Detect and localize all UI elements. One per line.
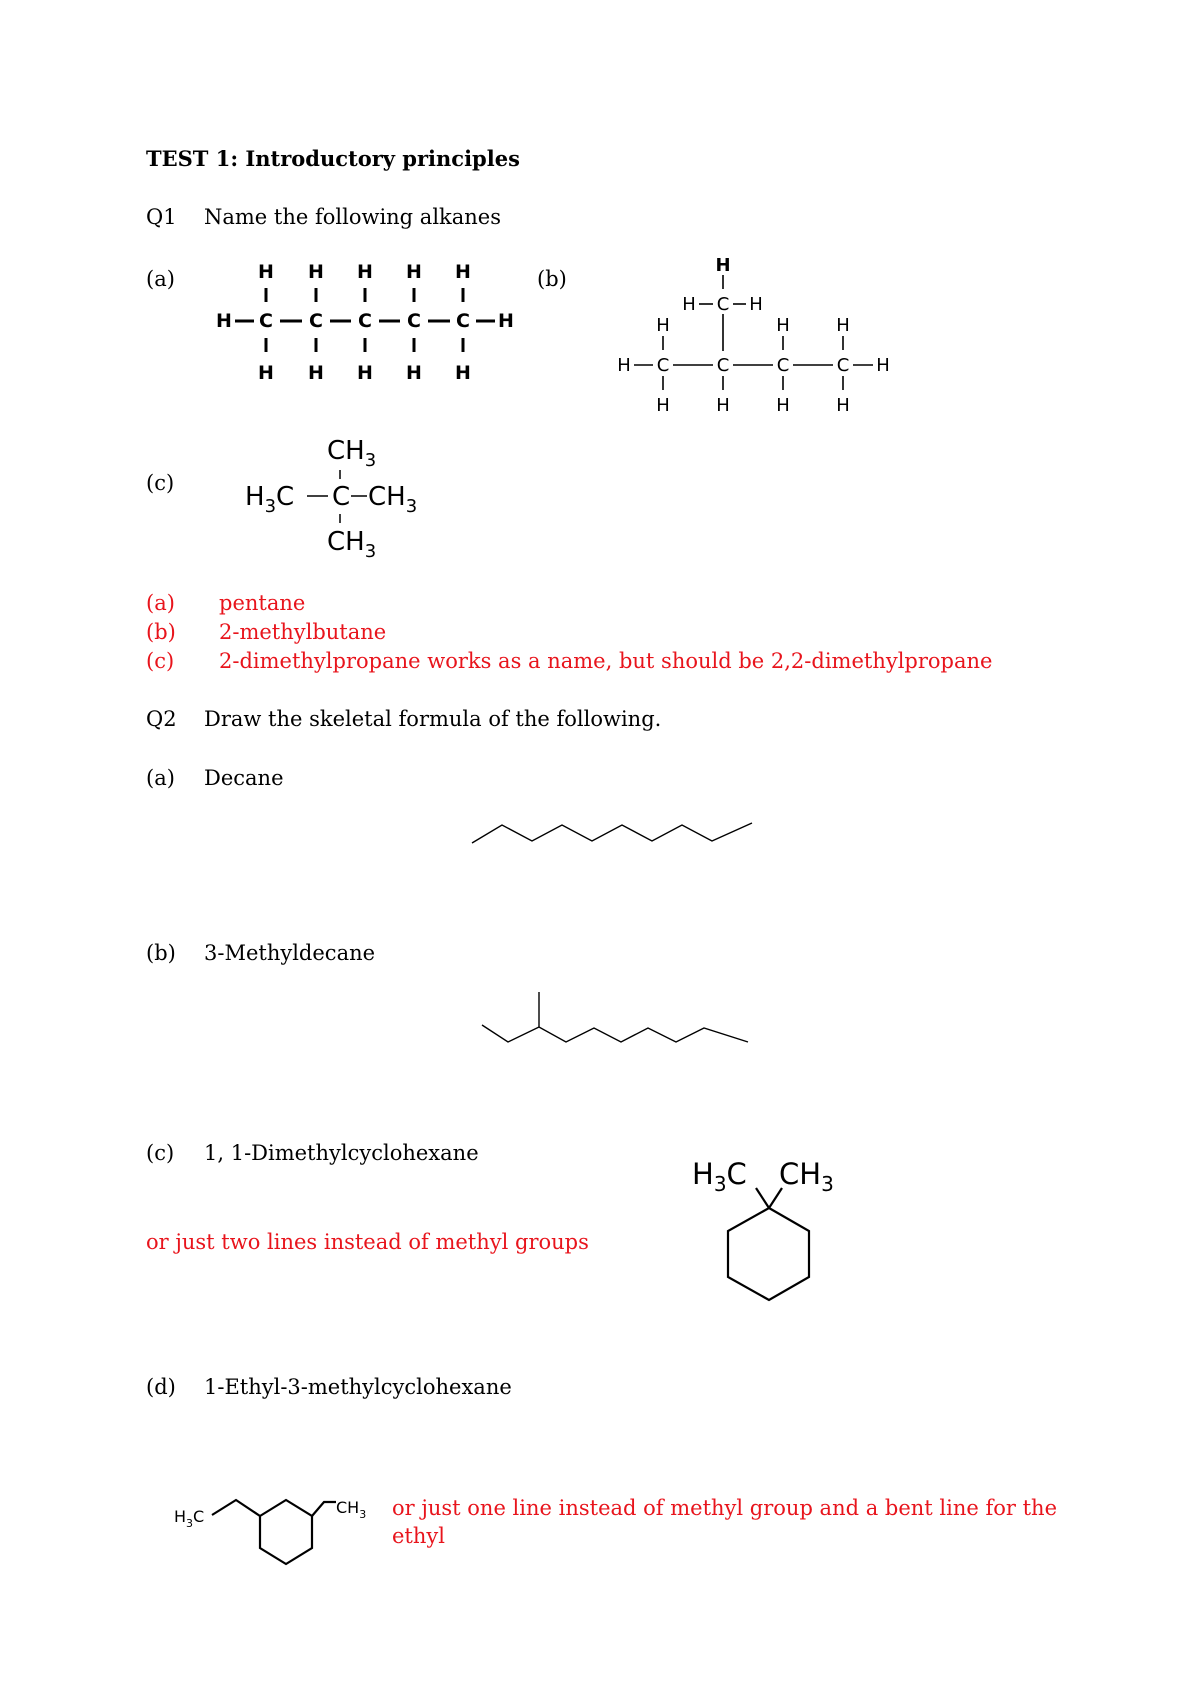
svg-text:H: H <box>357 362 373 384</box>
dimethylpropane-structure <box>245 432 455 567</box>
svg-text:H: H <box>308 261 324 283</box>
svg-text:C: C <box>456 310 470 332</box>
svg-text:C: C <box>836 355 850 376</box>
pentane-structure <box>210 258 520 393</box>
svg-text:H: H <box>455 362 471 384</box>
answer-c-label: (c) <box>146 649 175 673</box>
svg-text:H3C: $H_3C$ <box>692 1157 747 1196</box>
answer-b-label: (b) <box>146 620 176 644</box>
answer-a-text: pentane <box>219 591 306 615</box>
q2-name-c: 1, 1-Dimethylcyclohexane <box>204 1141 479 1165</box>
svg-text:C: C <box>656 355 670 376</box>
svg-text:H3C: $H_3C$ <box>174 1507 205 1530</box>
q2-name-d: 1-Ethyl-3-methylcyclohexane <box>204 1375 512 1399</box>
methylbutane-structure <box>610 250 900 425</box>
svg-text:C: C <box>716 355 730 376</box>
svg-text:CH3: $CH_3$ <box>327 436 377 471</box>
svg-text:H: H <box>876 355 890 376</box>
q2-name-b: 3-Methyldecane <box>204 941 376 965</box>
svg-text:H: H <box>455 261 471 283</box>
answer-c-text: 2-dimethylpropane works as a name, but should be 2,2-dimethylpropane <box>219 649 993 673</box>
svg-text:H: H <box>656 395 670 416</box>
q2-note-c: or just two lines instead of methyl groups <box>146 1230 589 1254</box>
svg-text:H: H <box>716 395 730 416</box>
ethylmethylcyclohexane-structure <box>170 1478 385 1588</box>
q1-label-b: (b) <box>537 267 567 291</box>
svg-text:H: H <box>406 261 422 283</box>
svg-text:H: H <box>656 315 670 336</box>
svg-text:H: H <box>258 261 274 283</box>
svg-text:H: H <box>836 315 850 336</box>
q2-note-d: or just one line instead of methyl group and a bent line for the ethyl <box>392 1496 1058 1548</box>
svg-text:C: C <box>309 310 323 332</box>
q1-label-c: (c) <box>146 471 175 495</box>
q2-label-d: (d) <box>146 1375 176 1399</box>
q1-number: Q1 <box>146 205 177 229</box>
methyldecane-skeletal <box>480 990 755 1050</box>
dimethylcyclohexane-structure <box>690 1150 860 1310</box>
q2-label-b: (b) <box>146 941 176 965</box>
q2-label-a: (a) <box>146 766 175 790</box>
svg-text:H: H <box>258 362 274 384</box>
page-title: TEST 1: Introductory principles <box>146 146 520 171</box>
q1-label-a: (a) <box>146 267 175 291</box>
svg-text:H: H <box>836 395 850 416</box>
svg-text:H: H <box>749 294 763 315</box>
svg-text:H: H <box>776 315 790 336</box>
struct-c-center: C <box>332 482 351 512</box>
svg-text:CH3: $CH_3$ <box>368 482 418 517</box>
svg-text:C: C <box>776 355 790 376</box>
svg-text:H: H <box>617 355 631 376</box>
struct-c-top: CH <box>327 436 365 466</box>
q1-prompt: Name the following alkanes <box>204 205 502 229</box>
answer-a-label: (a) <box>146 591 175 615</box>
svg-text:CH3: $CH_3$ <box>336 1498 367 1521</box>
svg-text:H: H <box>308 362 324 384</box>
svg-text:CH3: $CH_3$ <box>327 527 377 562</box>
svg-text:C: C <box>407 310 421 332</box>
svg-text:H: H <box>357 261 373 283</box>
q2-name-a: Decane <box>204 766 284 790</box>
answer-b-text: 2-methylbutane <box>219 620 387 644</box>
svg-text:H: H <box>498 310 514 332</box>
q2-prompt: Draw the skeletal formula of the following. <box>204 707 662 731</box>
q2-number: Q2 <box>146 707 177 731</box>
svg-text:C: C <box>259 310 273 332</box>
decane-skeletal <box>470 815 760 855</box>
svg-text:CH3: $CH_3$ <box>779 1157 834 1196</box>
svg-text:H: H <box>216 310 232 332</box>
svg-text:H: H <box>715 255 731 276</box>
svg-text:H: H <box>776 395 790 416</box>
svg-text:C: C <box>716 294 730 315</box>
svg-text:H: H <box>682 294 696 315</box>
svg-text:H3C: $H_3C$ <box>245 482 295 517</box>
svg-text:C: C <box>358 310 372 332</box>
svg-text:H: H <box>406 362 422 384</box>
q2-label-c: (c) <box>146 1141 175 1165</box>
